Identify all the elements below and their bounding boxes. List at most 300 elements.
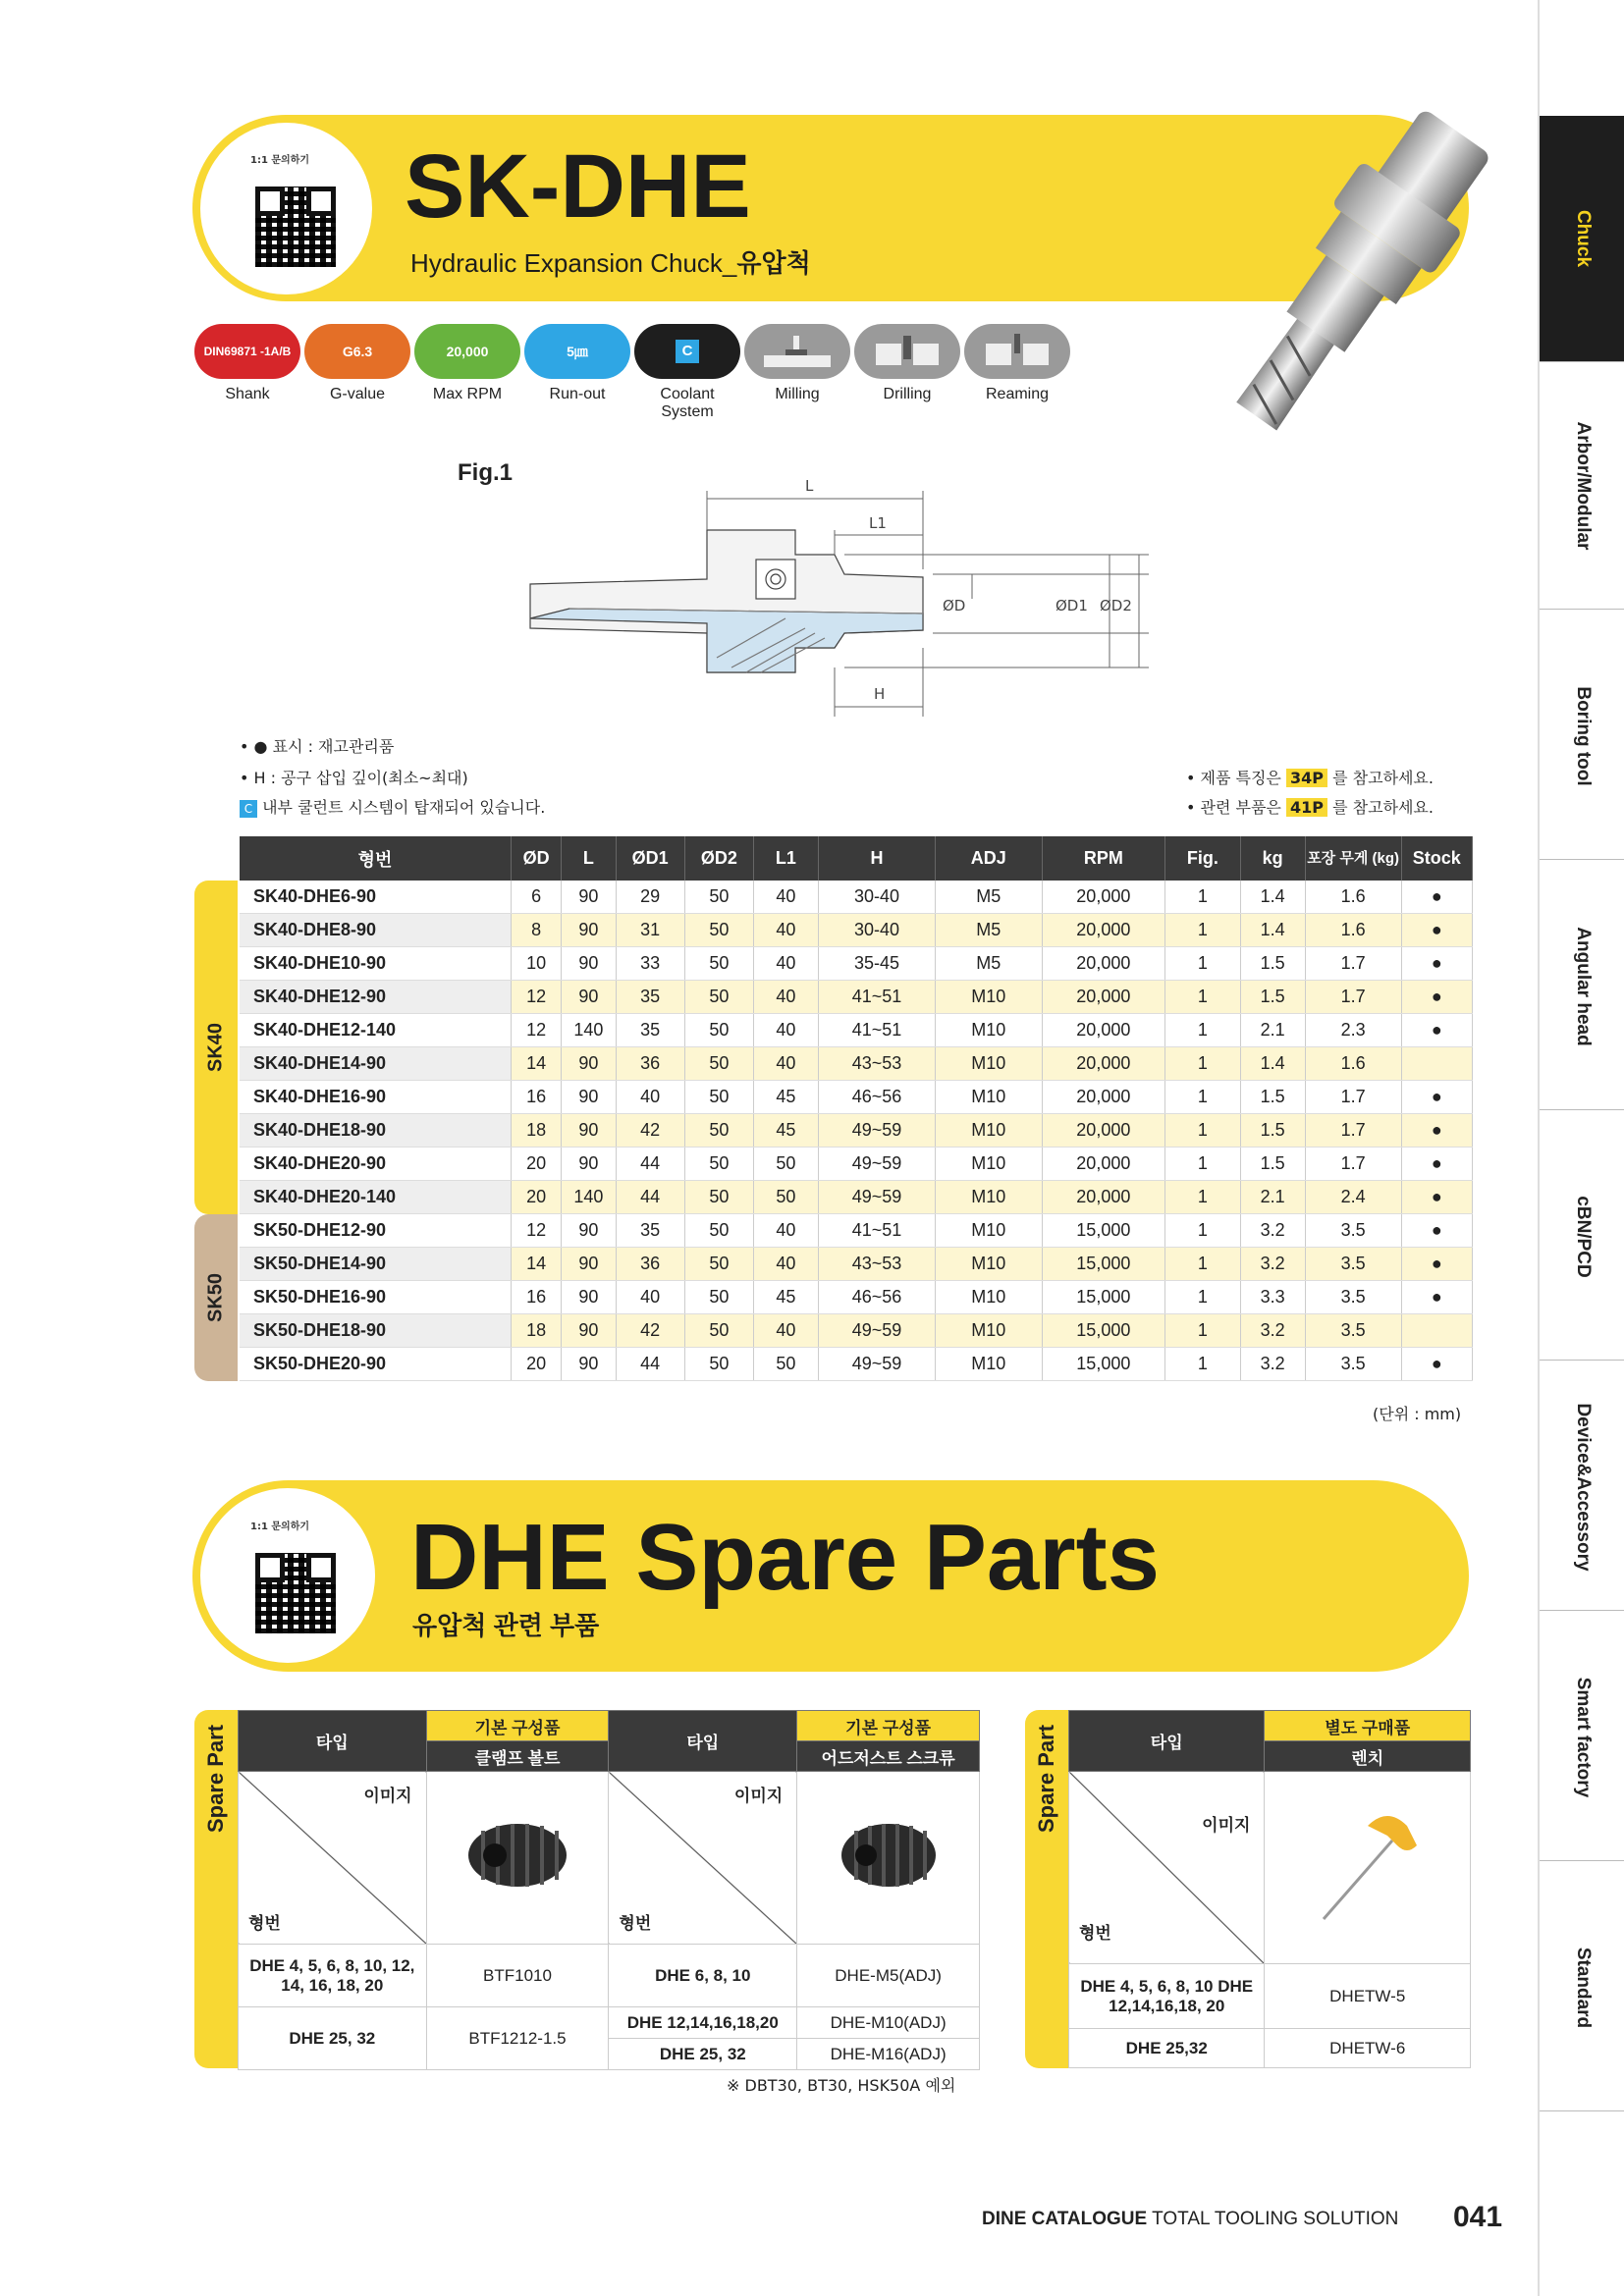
model-cell: SK40-DHE14-90 (240, 1047, 512, 1081)
col-header: ØD2 (684, 836, 753, 881)
table-cell: 90 (562, 1081, 616, 1114)
table-cell: 1 (1165, 981, 1241, 1014)
table-cell: 3.5 (1305, 1281, 1401, 1314)
table-cell: 20,000 (1042, 914, 1165, 947)
table-cell: 6 (512, 881, 562, 914)
separate-purchase-header: 별도 구매품 (1265, 1711, 1471, 1741)
table-cell: 50 (684, 1114, 753, 1148)
table-cell: 50 (684, 981, 753, 1014)
clamp-bolt-header: 클램프 볼트 (426, 1741, 609, 1772)
table-cell: 2.1 (1240, 1181, 1305, 1214)
stock-cell: ● (1401, 1081, 1472, 1114)
table-cell: 50 (684, 1081, 753, 1114)
model-cell: SK40-DHE18-90 (240, 1114, 512, 1148)
table-row (240, 1348, 1473, 1381)
wrench-icon (1309, 1801, 1427, 1929)
table-body (240, 881, 1473, 1381)
spare-table-right (1068, 1710, 1471, 2068)
table-cell: 31 (616, 914, 684, 947)
col-header: ØD1 (616, 836, 684, 881)
table-row (240, 914, 1473, 947)
table-row (240, 1214, 1473, 1248)
spare-model-cell: DHE 25, 32 (239, 2007, 427, 2070)
table-cell: 3.2 (1240, 1348, 1305, 1381)
spare-model-cell: DHE 25, 32 (609, 2039, 797, 2070)
table-cell: 90 (562, 881, 616, 914)
table-cell: 90 (562, 981, 616, 1014)
table-cell: 50 (684, 1047, 753, 1081)
table-cell: 90 (562, 1248, 616, 1281)
table-cell: M10 (936, 1014, 1043, 1047)
table-cell: 2.1 (1240, 1014, 1305, 1047)
table-cell: 40 (753, 947, 818, 981)
model-cell: SK50-DHE18-90 (240, 1314, 512, 1348)
table-cell: 20 (512, 1181, 562, 1214)
dim-L1: L1 (869, 514, 887, 532)
table-cell: 49~59 (818, 1348, 935, 1381)
table-cell: 40 (753, 1314, 818, 1348)
spare-subtitle: 유압척 관련 부품 (412, 1611, 600, 1640)
stock-cell: ● (1401, 1281, 1472, 1314)
table-cell: 41~51 (818, 1014, 935, 1047)
table-row (240, 1281, 1473, 1314)
qr-label-2: 1:1 문의하기 (250, 1522, 310, 1532)
table-cell: 35 (616, 1214, 684, 1248)
type-header-3: 타입 (1069, 1711, 1265, 1772)
table-cell: 45 (753, 1114, 818, 1148)
side-tab-boring[interactable]: Boring tool (1540, 614, 1624, 860)
badge-drilling (854, 324, 960, 379)
model-cell: SK40-DHE10-90 (240, 947, 512, 981)
table-cell: M10 (936, 1348, 1043, 1381)
table-row (240, 1248, 1473, 1281)
table-cell: 140 (562, 1014, 616, 1047)
table-cell: 40 (616, 1281, 684, 1314)
table-cell: 29 (616, 881, 684, 914)
table-cell: 1 (1165, 1014, 1241, 1047)
note-features-ref: • 제품 특징은 34P 를 참고하세요. (1186, 769, 1434, 787)
footer-catalogue: DINE CATALOGUE TOTAL TOOLING SOLUTION (982, 2209, 1399, 2229)
wrench-part-cell: DHETW-6 (1265, 2029, 1471, 2068)
model-cell: SK40-DHE16-90 (240, 1081, 512, 1114)
table-cell: 50 (753, 1148, 818, 1181)
table-cell: 20,000 (1042, 981, 1165, 1014)
page-subtitle: Hydraulic Expansion Chuck_유압척 (410, 248, 811, 278)
table-cell: 1.4 (1240, 881, 1305, 914)
badge-max-rpm: 20,000 (414, 324, 520, 379)
stock-cell: ● (1401, 914, 1472, 947)
diag-cell-2: 이미지 형번 (609, 1772, 797, 1945)
table-cell: 1.7 (1305, 981, 1401, 1014)
badge-milling (744, 324, 850, 379)
table-cell: 1.7 (1305, 1114, 1401, 1148)
table-cell: M10 (936, 1047, 1043, 1081)
table-cell: 1 (1165, 947, 1241, 981)
qr-code[interactable] (255, 187, 336, 267)
spec-table (240, 836, 1473, 1381)
table-cell: 44 (616, 1148, 684, 1181)
page-number: 041 (1453, 2201, 1503, 2233)
table-cell: 1 (1165, 1148, 1241, 1181)
table-cell: 50 (684, 1214, 753, 1248)
note-stock: • ● 표시 : 재고관리품 (240, 737, 395, 756)
table-cell: 20,000 (1042, 947, 1165, 981)
table-cell: 1.4 (1240, 914, 1305, 947)
table-cell: 40 (753, 981, 818, 1014)
badge-label-milling: Milling (775, 386, 820, 402)
clamp-bolt-icon (463, 1811, 571, 1899)
model-cell: SK40-DHE20-140 (240, 1181, 512, 1214)
table-cell: 40 (753, 914, 818, 947)
coolant-icon: C (676, 340, 699, 363)
coolant-icon-small: C (240, 800, 257, 818)
model-cell: SK40-DHE6-90 (240, 881, 512, 914)
table-cell: 46~56 (818, 1281, 935, 1314)
badge-label-gvalue: G-value (329, 386, 386, 402)
table-cell: 41~51 (818, 1214, 935, 1248)
badge-label-rpm: Max RPM (432, 386, 503, 402)
table-cell: 20 (512, 1348, 562, 1381)
badge-label-drilling: Drilling (883, 386, 932, 402)
table-cell: 50 (684, 947, 753, 981)
table-cell: 90 (562, 1114, 616, 1148)
badge-label-runout: Run-out (549, 386, 606, 402)
spare-footnote: ※ DBT30, BT30, HSK50A 예외 (727, 2076, 956, 2095)
table-cell: 20,000 (1042, 1114, 1165, 1148)
table-cell: 1.5 (1240, 1148, 1305, 1181)
adjust-screw-icon (835, 1811, 943, 1899)
col-header: ØD (512, 836, 562, 881)
table-cell: 3.3 (1240, 1281, 1305, 1314)
dim-D2: ØD2 (1100, 597, 1132, 614)
table-cell: 20,000 (1042, 1148, 1165, 1181)
badge-gvalue: G6.3 (304, 324, 410, 379)
qr-code-2[interactable] (255, 1553, 336, 1633)
col-header: 형번 (240, 836, 512, 881)
table-cell: M10 (936, 1081, 1043, 1114)
table-cell: 49~59 (818, 1148, 935, 1181)
dim-D: ØD (943, 597, 966, 614)
table-cell: 50 (684, 881, 753, 914)
table-cell: 2.4 (1305, 1181, 1401, 1214)
table-cell: 1 (1165, 1248, 1241, 1281)
table-cell: 20,000 (1042, 1014, 1165, 1047)
adjust-screw-header: 어드저스트 스크류 (797, 1741, 980, 1772)
table-cell: 40 (753, 1047, 818, 1081)
col-header: H (818, 836, 935, 881)
side-tab-chuck[interactable]: Chuck (1540, 116, 1624, 362)
table-cell: 12 (512, 1014, 562, 1047)
table-cell: 41~51 (818, 981, 935, 1014)
technical-drawing (511, 471, 1159, 726)
side-tab-cbn[interactable]: cBN/PCD (1540, 1114, 1624, 1361)
table-cell: 50 (684, 1348, 753, 1381)
spare-part-cell: DHE-M16(ADJ) (797, 2039, 980, 2070)
table-cell: 1.5 (1240, 947, 1305, 981)
table-cell: 1.5 (1240, 1114, 1305, 1148)
drilling-icon (868, 334, 947, 369)
model-cell: SK50-DHE16-90 (240, 1281, 512, 1314)
table-cell: 50 (684, 1181, 753, 1214)
table-cell: M5 (936, 914, 1043, 947)
table-cell: 3.5 (1305, 1214, 1401, 1248)
table-cell: 1.5 (1240, 981, 1305, 1014)
table-cell: 50 (684, 914, 753, 947)
table-cell: 45 (753, 1081, 818, 1114)
table-cell: 44 (616, 1348, 684, 1381)
model-cell: SK40-DHE8-90 (240, 914, 512, 947)
table-cell: M5 (936, 947, 1043, 981)
group-sk40: SK40 (194, 881, 238, 1214)
side-tab-blank (1540, 0, 1624, 117)
table-cell: 50 (684, 1248, 753, 1281)
table-cell: 20,000 (1042, 1047, 1165, 1081)
table-cell: 3.2 (1240, 1314, 1305, 1348)
table-cell: 1 (1165, 1114, 1241, 1148)
table-cell: 40 (753, 1248, 818, 1281)
ref-page-34[interactable]: 34P (1286, 769, 1327, 787)
stock-cell: ● (1401, 1214, 1472, 1248)
col-header: kg (1240, 836, 1305, 881)
table-cell: 1 (1165, 881, 1241, 914)
table-cell: 50 (753, 1348, 818, 1381)
ref-page-41[interactable]: 41P (1286, 798, 1327, 817)
badge-label-coolant: Coolant System (660, 386, 715, 420)
table-cell: M10 (936, 1248, 1043, 1281)
table-cell: 1 (1165, 914, 1241, 947)
diag-cell-3: 이미지 형번 (1069, 1772, 1265, 1964)
badge-label-shank: Shank (225, 386, 270, 402)
table-cell: 14 (512, 1047, 562, 1081)
table-cell: 90 (562, 1348, 616, 1381)
table-cell: 18 (512, 1314, 562, 1348)
table-cell: 140 (562, 1181, 616, 1214)
table-row (240, 947, 1473, 981)
table-cell: 49~59 (818, 1314, 935, 1348)
table-row (240, 1314, 1473, 1348)
table-cell: 1.6 (1305, 914, 1401, 947)
table-cell: 36 (616, 1047, 684, 1081)
side-tab-arbor[interactable]: Arbor/Modular (1540, 363, 1624, 610)
table-cell: M5 (936, 881, 1043, 914)
table-cell: 30-40 (818, 881, 935, 914)
model-cell: SK50-DHE20-90 (240, 1348, 512, 1381)
table-cell: 8 (512, 914, 562, 947)
table-cell: 20 (512, 1148, 562, 1181)
table-cell: 12 (512, 981, 562, 1014)
unit-note: (단위 : mm) (1373, 1405, 1462, 1423)
table-cell: 20,000 (1042, 1181, 1165, 1214)
table-cell: M10 (936, 1214, 1043, 1248)
product-chuck-image (1203, 110, 1492, 434)
col-header: Fig. (1165, 836, 1241, 881)
stock-cell: ● (1401, 1248, 1472, 1281)
side-tab-standard[interactable]: Standard (1540, 1865, 1624, 2111)
table-cell: 45 (753, 1281, 818, 1314)
table-cell: M10 (936, 1114, 1043, 1148)
table-cell: 35-45 (818, 947, 935, 981)
table-cell: 90 (562, 947, 616, 981)
table-cell: 3.5 (1305, 1348, 1401, 1381)
table-cell: 33 (616, 947, 684, 981)
table-cell: 42 (616, 1114, 684, 1148)
table-cell: 1 (1165, 1047, 1241, 1081)
spare-part-cell: BTF1212-1.5 (426, 2007, 609, 2070)
table-cell: 12 (512, 1214, 562, 1248)
spare-model-cell: DHE 12,14,16,18,20 (609, 2007, 797, 2039)
spare-table-left (238, 1710, 980, 2070)
table-cell: 40 (753, 1214, 818, 1248)
table-cell: 50 (684, 1148, 753, 1181)
spare-side-label-left: Spare Part (194, 1710, 238, 2068)
table-cell: 1 (1165, 1314, 1241, 1348)
table-cell: 46~56 (818, 1081, 935, 1114)
stock-cell: ● (1401, 1014, 1472, 1047)
type-header-2: 타입 (609, 1711, 797, 1772)
table-cell: M10 (936, 1181, 1043, 1214)
badge-coolant (634, 324, 740, 379)
table-cell: M10 (936, 1314, 1043, 1348)
dim-H: H (874, 685, 886, 703)
table-cell: 90 (562, 914, 616, 947)
table-cell: 15,000 (1042, 1348, 1165, 1381)
qr-label: 1:1 문의하기 (250, 155, 310, 166)
table-cell: 10 (512, 947, 562, 981)
table-cell: 1 (1165, 1281, 1241, 1314)
wrench-model-cell: DHE 4, 5, 6, 8, 10 DHE 12,14,16,18, 20 (1069, 1964, 1265, 2029)
table-cell: 1.4 (1240, 1047, 1305, 1081)
table-cell: 1.7 (1305, 1148, 1401, 1181)
model-cell: SK50-DHE12-90 (240, 1214, 512, 1248)
spare-part-cell: BTF1010 (426, 1945, 609, 2007)
dim-D1: ØD1 (1056, 597, 1088, 614)
basic-part-header-2: 기본 구성품 (797, 1711, 980, 1741)
diag-cell-1: 이미지 형번 (239, 1772, 427, 1945)
model-cell: SK40-DHE12-90 (240, 981, 512, 1014)
table-cell: 1.6 (1305, 881, 1401, 914)
table-cell: 44 (616, 1181, 684, 1214)
table-cell: 40 (753, 1014, 818, 1047)
table-cell: 43~53 (818, 1047, 935, 1081)
table-row (240, 1148, 1473, 1181)
stock-cell: ● (1401, 981, 1472, 1014)
table-cell: 18 (512, 1114, 562, 1148)
table-cell: 3.2 (1240, 1214, 1305, 1248)
table-cell: 50 (753, 1181, 818, 1214)
table-cell: 16 (512, 1081, 562, 1114)
adjust-screw-image (797, 1772, 980, 1945)
table-cell: 15,000 (1042, 1248, 1165, 1281)
table-cell: 16 (512, 1281, 562, 1314)
table-row (240, 981, 1473, 1014)
table-cell: 40 (753, 881, 818, 914)
table-cell: 50 (684, 1281, 753, 1314)
note-h: • H : 공구 삽입 깊이(최소~최대) (240, 769, 468, 787)
side-navigation (1538, 0, 1624, 2296)
table-cell: 1.5 (1240, 1081, 1305, 1114)
table-cell: 49~59 (818, 1114, 935, 1148)
dim-L: L (805, 477, 814, 495)
badge-reaming (964, 324, 1070, 379)
model-cell: SK40-DHE20-90 (240, 1148, 512, 1181)
type-header-1: 타입 (239, 1711, 427, 1772)
table-cell: 90 (562, 1047, 616, 1081)
table-row (240, 1047, 1473, 1081)
stock-cell: ● (1401, 1181, 1472, 1214)
wrench-header: 렌치 (1265, 1741, 1471, 1772)
wrench-model-cell: DHE 25,32 (1069, 2029, 1265, 2068)
stock-cell (1401, 1047, 1472, 1081)
spare-part-cell: DHE-M5(ADJ) (797, 1945, 980, 2007)
badge-runout: 5㎛ (524, 324, 630, 379)
table-cell: 1 (1165, 1181, 1241, 1214)
table-cell: 15,000 (1042, 1214, 1165, 1248)
figure-title: Fig.1 (458, 459, 514, 486)
model-cell: SK40-DHE12-140 (240, 1014, 512, 1047)
table-cell: 49~59 (818, 1181, 935, 1214)
col-header: RPM (1042, 836, 1165, 881)
side-tab-smart[interactable]: Smart factory (1540, 1615, 1624, 1861)
stock-cell: ● (1401, 1148, 1472, 1181)
basic-part-header-1: 기본 구성품 (426, 1711, 609, 1741)
reaming-icon (978, 334, 1056, 369)
table-row (240, 1081, 1473, 1114)
table-cell: 15,000 (1042, 1281, 1165, 1314)
col-header: 포장 무게 (kg) (1305, 836, 1401, 881)
table-cell: 30-40 (818, 914, 935, 947)
stock-cell: ● (1401, 947, 1472, 981)
spare-title: DHE Spare Parts (410, 1505, 1160, 1610)
spare-model-cell: DHE 4, 5, 6, 8, 10, 12, 14, 16, 18, 20 (239, 1945, 427, 2007)
stock-cell: ● (1401, 1114, 1472, 1148)
spare-part-cell: DHE-M10(ADJ) (797, 2007, 980, 2039)
table-cell: 90 (562, 1148, 616, 1181)
table-cell: M10 (936, 1148, 1043, 1181)
wrench-part-cell: DHETW-5 (1265, 1964, 1471, 2029)
table-cell: 1 (1165, 1081, 1241, 1114)
page-title: SK-DHE (405, 136, 751, 237)
table-cell: 50 (684, 1314, 753, 1348)
table-cell: 3.5 (1305, 1314, 1401, 1348)
table-cell: 1.6 (1305, 1047, 1401, 1081)
side-tab-angular[interactable]: Angular head (1540, 864, 1624, 1110)
table-cell: 42 (616, 1314, 684, 1348)
group-sk50: SK50 (194, 1214, 238, 1381)
badge-shank: DIN69871 -1A/B (194, 324, 300, 379)
table-cell: M10 (936, 981, 1043, 1014)
table-cell: 35 (616, 981, 684, 1014)
table-cell: 15,000 (1042, 1314, 1165, 1348)
table-cell: 43~53 (818, 1248, 935, 1281)
table-row (240, 1014, 1473, 1047)
table-cell: 1.7 (1305, 1081, 1401, 1114)
spare-model-cell: DHE 6, 8, 10 (609, 1945, 797, 2007)
table-cell: 3.5 (1305, 1248, 1401, 1281)
table-cell: 20,000 (1042, 1081, 1165, 1114)
table-cell: 1.7 (1305, 947, 1401, 981)
model-cell: SK50-DHE14-90 (240, 1248, 512, 1281)
table-row (240, 1114, 1473, 1148)
table-row (240, 881, 1473, 914)
table-cell: M10 (936, 1281, 1043, 1314)
side-tab-device[interactable]: Device&Accessory (1540, 1364, 1624, 1611)
table-cell: 36 (616, 1248, 684, 1281)
col-header: L (562, 836, 616, 881)
stock-cell: ● (1401, 1348, 1472, 1381)
table-cell: 50 (684, 1014, 753, 1047)
table-cell: 90 (562, 1214, 616, 1248)
stock-cell: ● (1401, 881, 1472, 914)
